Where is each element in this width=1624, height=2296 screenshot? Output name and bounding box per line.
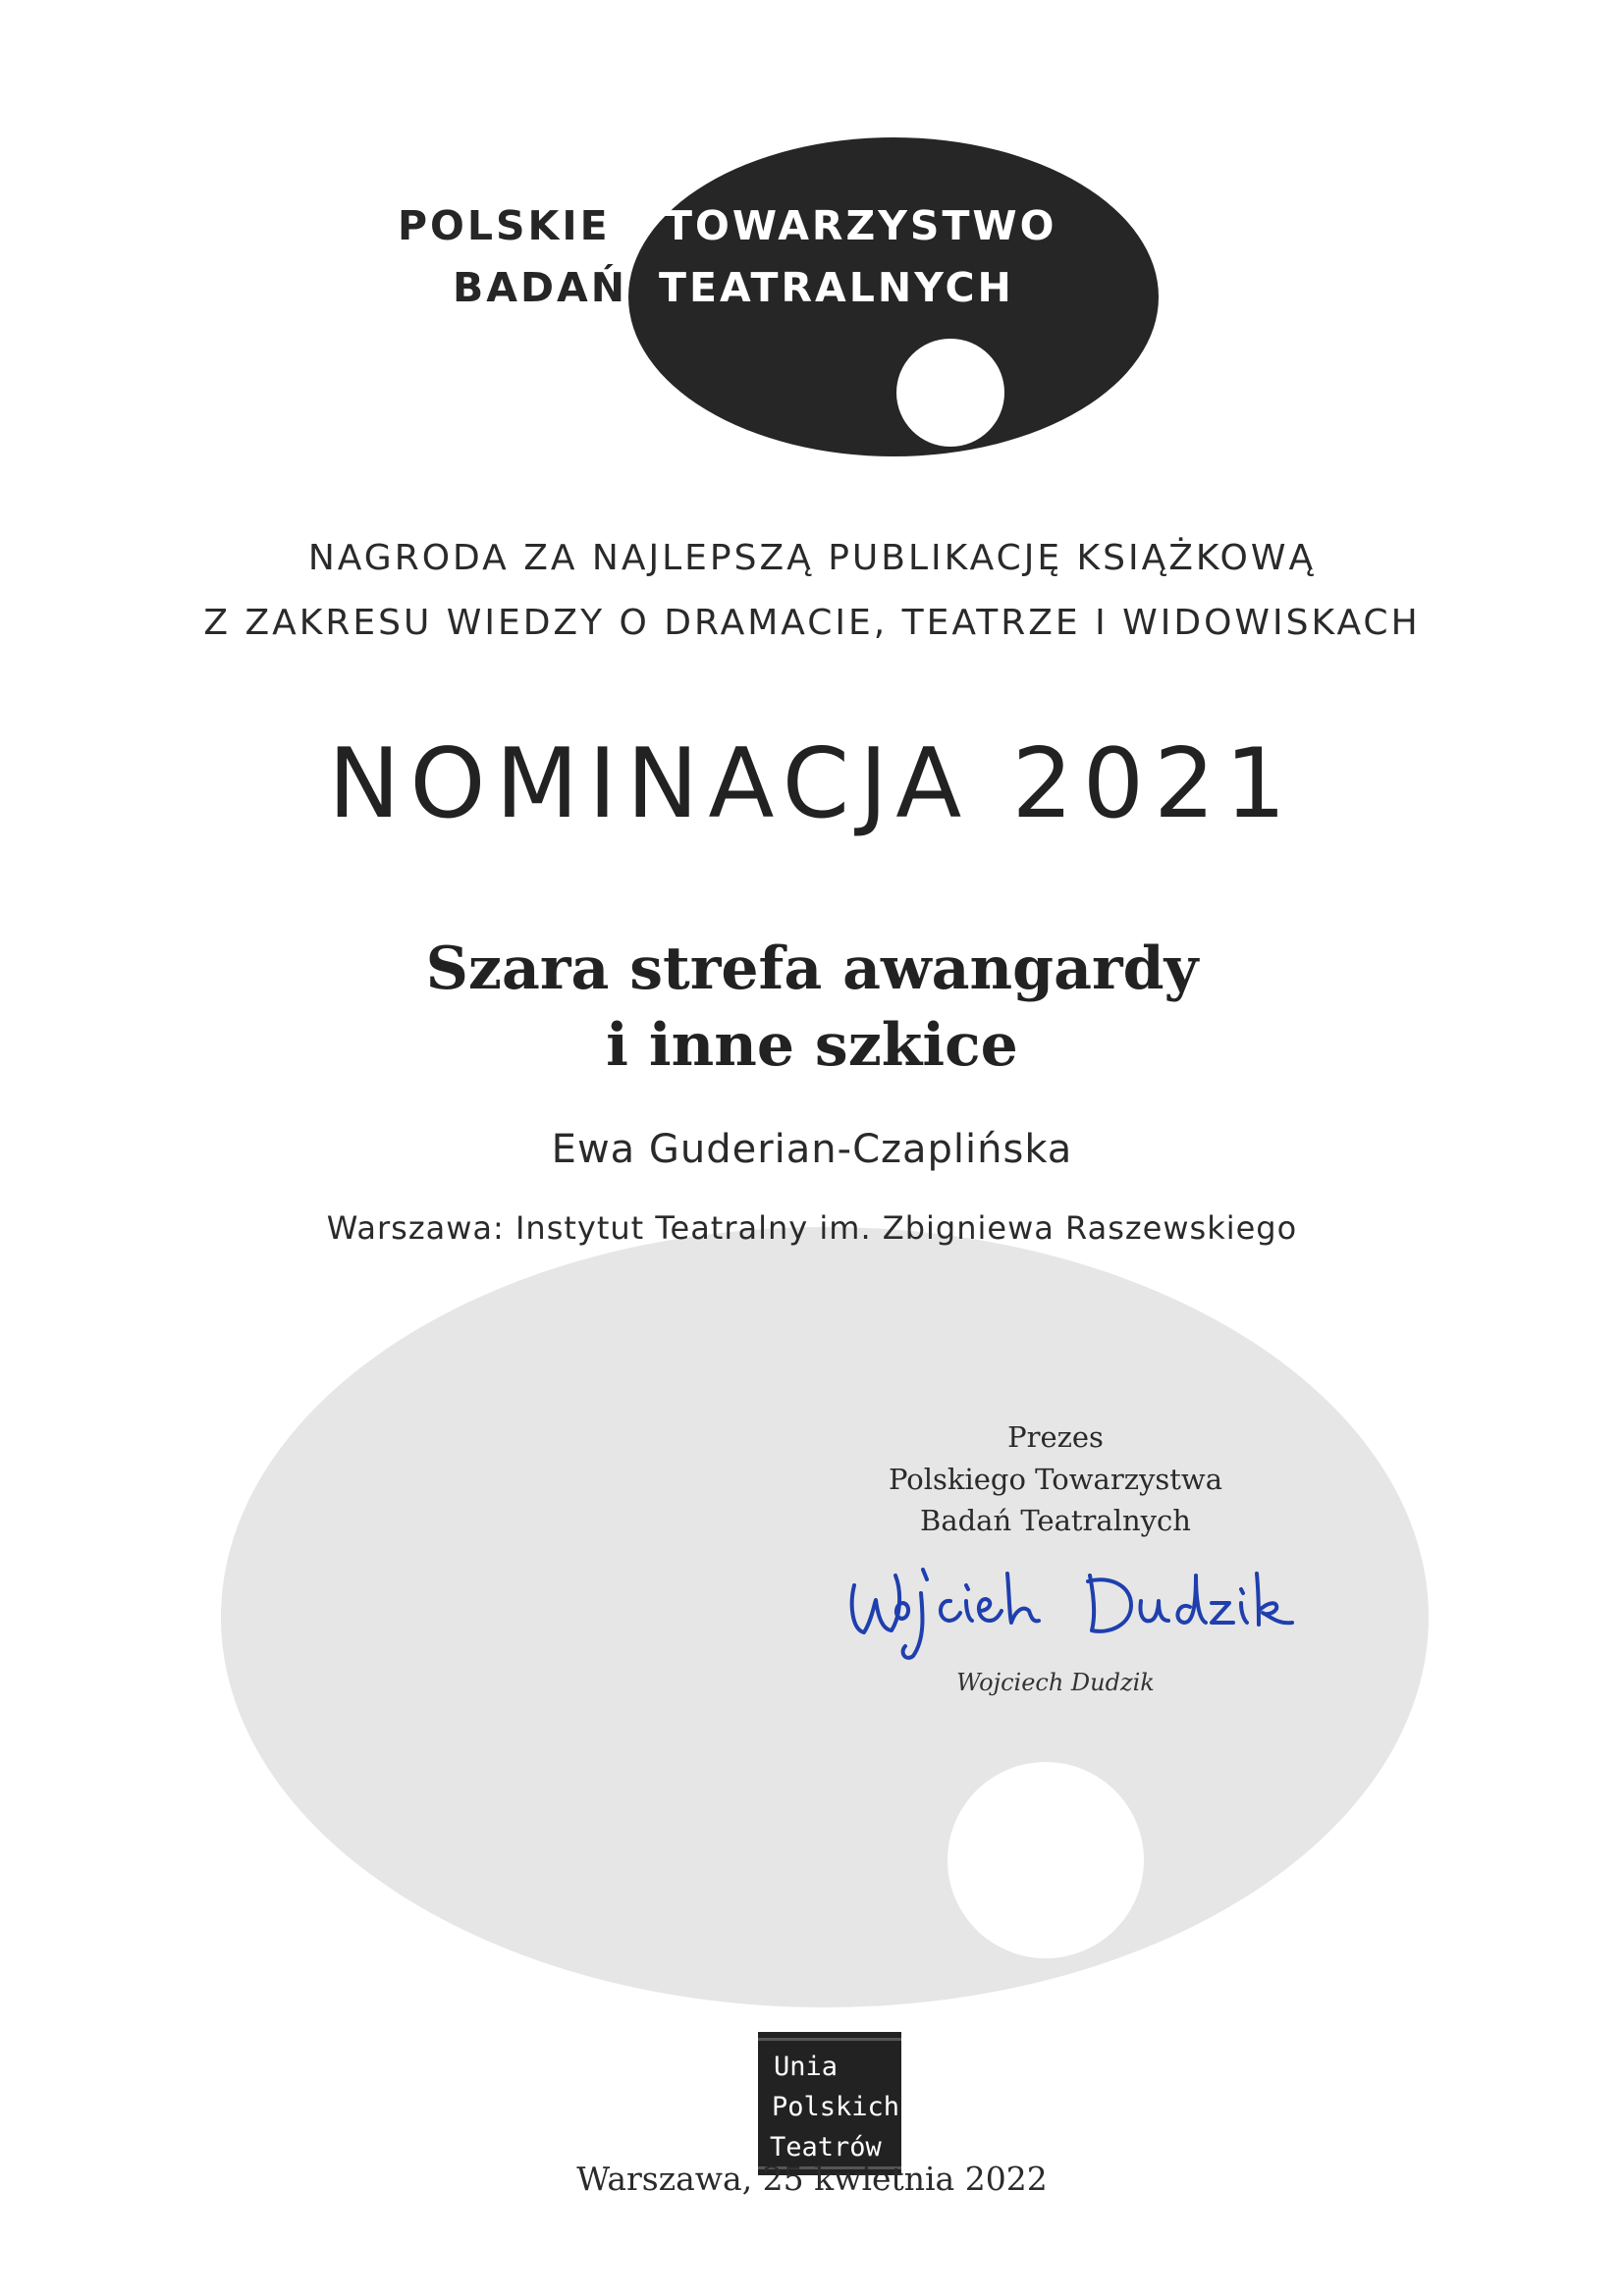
nomination-title: NOMINACJA 2021 xyxy=(328,728,1296,840)
logo-word-polskie: POLSKIE xyxy=(398,202,611,249)
award-name-line2: Z ZAKRESU WIEDZY O DRAMACIE, TEATRZE I WIDOWISKACH xyxy=(203,603,1421,643)
union-logo-line3: Teatrów xyxy=(770,2132,882,2163)
society-logo xyxy=(398,128,1164,461)
logo-texture-line xyxy=(758,2038,901,2041)
signatory-org-line1: Polskiego Towarzystwa xyxy=(888,1463,1223,1496)
signatory-role: Prezes xyxy=(1007,1420,1104,1454)
union-logo-line2: Polskich xyxy=(772,2092,900,2122)
white-dot-decoration xyxy=(947,1762,1144,1958)
book-title-line1: Szara strefa awangardy xyxy=(425,934,1199,1003)
union-logo-line1: Unia xyxy=(774,2052,839,2082)
logo-word-badan: BADAŃ xyxy=(453,264,628,311)
logo-word-teatralnych: TEATRALNYCH xyxy=(659,264,1014,311)
union-of-polish-theatres-logo xyxy=(758,2032,901,2175)
award-name-line1: NAGRODA ZA NAJLEPSZĄ PUBLIKACJĘ KSIĄŻKOWĄ xyxy=(307,538,1317,578)
logo-word-towarzystwo: TOWARZYSTWO xyxy=(665,202,1057,249)
logo-dot xyxy=(896,339,1004,447)
book-author: Ewa Guderian-Czaplińska xyxy=(551,1127,1073,1172)
issue-date: Warszawa, 25 kwietnia 2022 xyxy=(576,2160,1048,2198)
handwritten-signature xyxy=(844,1546,1335,1664)
signatory-org-line2: Badań Teatralnych xyxy=(920,1504,1191,1537)
book-publisher: Warszawa: Instytut Teatralny im. Zbigniewa Raszewskiego xyxy=(326,1209,1298,1247)
book-title-line2: i inne szkice xyxy=(606,1011,1018,1080)
signatory-name: Wojciech Dudzik xyxy=(956,1669,1155,1696)
